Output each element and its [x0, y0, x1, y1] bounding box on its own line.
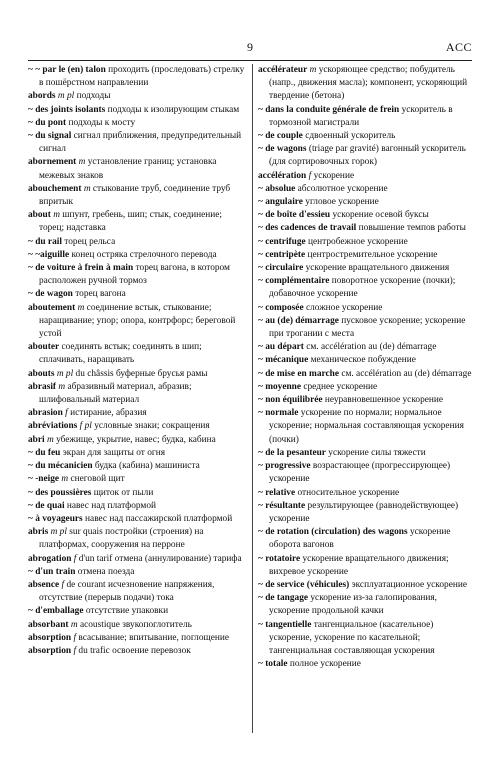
entry-headword: ~ des poussières [28, 487, 92, 498]
dictionary-entry [28, 566, 246, 579]
entry-translation: ускорение [313, 170, 355, 181]
entry-translation: повышение темпов работы [358, 223, 466, 234]
entry-grammar-label: f [73, 632, 77, 643]
entry-headword: ~ circulaire [258, 263, 304, 274]
dictionary-entry [28, 420, 246, 433]
entry-translation: проходить (проследовать) стрелку в пошёрстном направлении [39, 65, 245, 89]
dictionary-entry [28, 407, 246, 420]
entry-grammar-label: m [53, 210, 60, 221]
entry-translation: конец остряка стрелочного перевода [71, 249, 217, 260]
entry-translation: ускорение силы тяжести [328, 447, 426, 458]
entry-headword: ~ de voiture à frein à main [28, 263, 134, 274]
dictionary-entry [258, 394, 472, 407]
page-number: 9 [247, 40, 253, 54]
dictionary-entry [258, 143, 472, 169]
entry-translation: сложное ускорение [305, 302, 383, 313]
entry-translation: будка (кабина) машиниста [94, 461, 200, 472]
entry-headword: about [28, 210, 51, 221]
entry-grammar-label: f [65, 408, 68, 419]
entry-grammar-label: m [309, 65, 317, 75]
dictionary-entry [28, 526, 246, 552]
entry-headword: ~ mécanique [258, 355, 309, 366]
entry-headword: ~ de mise en marche [258, 368, 339, 379]
dictionary-entry [258, 579, 472, 592]
entry-translation: центробежное ускорение [308, 236, 408, 247]
entry-headword: abrogation [28, 553, 72, 564]
entry-translation: шпунт, гребень, шип; стык, соединение; торец; надставка [39, 210, 223, 234]
entry-headword: ~ de couple [258, 131, 303, 142]
entry-translation: ускорение по нормали; нормальное ускорение; нормальная составляющая ускорения (почки) [269, 408, 464, 445]
entry-headword: ~ au départ [258, 342, 304, 353]
dictionary-entry [28, 117, 246, 130]
entry-translation: см. accélération au (de) démarrage [341, 368, 472, 379]
entry-headword: ~ de wagon [28, 289, 73, 300]
entry-headword: ~ du mécanicien [28, 461, 93, 472]
dictionary-entry [28, 487, 246, 500]
dictionary-entry [28, 64, 246, 90]
entry-translation: пусковое ускорение; ускорение при трогании с места [269, 315, 466, 340]
entry-headword: ~ rotatoire [258, 553, 301, 564]
entry-translation: ускорение из-за галопирования, ускорение продольной качки [269, 593, 438, 617]
entry-translation: стыкование труб, соединение труб впритык [39, 183, 231, 208]
entry-headword: ~ centrifuge [258, 236, 306, 247]
entry-translation: условные знаки; сокращения [94, 421, 210, 432]
entry-headword: ~ progressive [258, 461, 311, 472]
entry-grammar-label: f [73, 553, 77, 564]
entry-translation: acoustique звукопоглотитель [79, 619, 192, 630]
entry-headword: ~ ~ par le (en) talon [28, 65, 106, 75]
dictionary-entry [28, 262, 246, 288]
entry-headword: ~ à voyageurs [28, 513, 83, 524]
dictionary-entry [28, 434, 246, 447]
dictionary-entry [258, 407, 472, 447]
entry-headword: ~ d'emballage [28, 606, 84, 617]
dictionary-entry [28, 473, 246, 486]
entry-translation: установление границ; установка межевых знаков [39, 157, 217, 181]
dictionary-entry [258, 170, 472, 183]
dictionary-entry [258, 658, 472, 671]
dictionary-entry [258, 130, 472, 143]
dictionary-entry [258, 381, 472, 394]
dictionary-entry [258, 222, 472, 235]
dictionary-entry [28, 341, 246, 367]
entry-translation: торец рельса [64, 236, 116, 247]
dictionary-entry [28, 104, 246, 117]
entry-headword: abornement [28, 157, 77, 168]
entry-headword: ~ du pont [28, 117, 67, 128]
entry-translation: подходы [76, 91, 111, 102]
entry-headword: ~ du feu [28, 447, 61, 458]
dictionary-entry [28, 368, 246, 381]
entry-grammar-label: f pl [79, 421, 92, 432]
dictionary-entry [258, 619, 472, 659]
dictionary-entry [258, 487, 472, 500]
dictionary-entry [258, 354, 472, 367]
entry-translation: относительное ускорение [297, 487, 400, 498]
entry-translation: навес над пассажирской платформой [85, 513, 233, 524]
dictionary-entry [28, 605, 246, 618]
entry-translation: поворотное ускорение (почки); добавочное ускорение [269, 276, 456, 300]
entry-translation: снеговой щит [70, 474, 125, 485]
entry-translation: торец вагона [75, 289, 126, 300]
entry-headword: ~ de quai [28, 500, 65, 511]
entry-translation: угловое ускорение [305, 197, 379, 208]
entry-translation: механическое побуждение [310, 355, 416, 366]
entry-grammar-label: m pl [56, 368, 74, 379]
dictionary-entry [28, 288, 246, 301]
dictionary-entry [258, 183, 472, 196]
entry-headword: ~ des cadences de travail [258, 223, 357, 234]
entry-headword: absorption [28, 632, 72, 643]
dictionary-entry [28, 553, 246, 566]
entry-grammar-label: m [77, 302, 85, 313]
entry-translation: ускорение вращательного движения [305, 263, 450, 274]
entry-translation: du trafic освоение перевозок [78, 645, 191, 656]
dictionary-entry [28, 302, 246, 342]
entry-headword: ~ des joints isolants [28, 104, 106, 115]
entry-translation: экран для защиты от огня [62, 447, 165, 458]
entry-grammar-label: m [83, 183, 91, 194]
entry-headword: ~ relative [258, 487, 296, 498]
entry-translation: центростремительное ускорение [307, 249, 438, 260]
dictionary-entry [28, 236, 246, 249]
entry-translation: неуравновешенное ускорение [324, 395, 444, 406]
entry-grammar-label: m pl [57, 91, 75, 102]
dictionary-entry [258, 209, 472, 222]
page-header [28, 40, 472, 58]
entry-headword: ~ absolue [258, 183, 296, 194]
entry-headword: ~ tangentielle [258, 619, 312, 630]
entry-headword: ~ non équilibrée [258, 395, 323, 406]
entry-headword: ~ de boîte d'essieu [258, 210, 331, 221]
entry-grammar-label: m [70, 619, 78, 630]
dictionary-entry [28, 645, 246, 658]
entry-headword: ~ ~aiguille [28, 249, 70, 260]
entry-translation: соединение встык, стыкование; наращивание; упор; опора, контрфорс; береговой устой [39, 302, 236, 340]
entry-translation: отсутствие упаковки [85, 606, 169, 617]
column-divider [252, 64, 253, 733]
entry-translation: истирание, абразия [70, 408, 147, 419]
dictionary-entry [258, 368, 472, 381]
dictionary-entry [28, 183, 246, 209]
entry-translation: сдвоенный ускоритель [305, 131, 396, 142]
entry-headword: ~ dans la conduite générale de frein [258, 104, 400, 115]
entry-translation: среднее ускорение [303, 381, 378, 392]
dictionary-entry [28, 632, 246, 645]
entry-grammar-label: m [58, 381, 66, 392]
entry-translation: соединять встык; соединять в шип; сплачивать, наращивать [39, 342, 202, 366]
entry-headword: ~ du rail [28, 236, 62, 247]
entry-headword: abouchement [28, 183, 82, 194]
entry-headword: aboutement [28, 302, 76, 313]
dictionary-entry [258, 315, 472, 341]
entry-headword: abri [28, 434, 45, 445]
entry-headword: ~ composée [258, 302, 304, 313]
dictionary-entry [28, 249, 246, 262]
right-column [258, 64, 472, 733]
entry-grammar-label: m [61, 474, 69, 485]
dictionary-entry [258, 275, 472, 301]
dictionary-entry [28, 513, 246, 526]
entry-translation: (triage par gravité) вагонный ускоритель (для сортировочных горок) [269, 144, 466, 168]
dictionary-entry [258, 592, 472, 618]
entry-translation: du châssis буферные брусья рамы [75, 368, 208, 379]
left-column [28, 64, 246, 733]
header-rule [28, 60, 472, 61]
entry-headword: ~ angulaire [258, 197, 303, 208]
entry-translation: навес над платформой [66, 500, 156, 511]
entry-grammar-label: m pl [50, 527, 67, 538]
entry-headword: ~ de rotation (circulation) des wagons [258, 527, 408, 538]
entry-translation: убежище, укрытие, навес; будка, кабина [56, 434, 216, 445]
dictionary-entry [28, 156, 246, 182]
entry-headword: ~ de tangage [258, 593, 309, 604]
entry-grammar-label: f [61, 579, 65, 590]
entry-grammar-label: m [78, 157, 86, 168]
entry-headword: abouter [28, 342, 60, 353]
entry-grammar-label: f [73, 645, 77, 656]
entry-translation: сигнал приближения, предупредительный сигнал [39, 131, 242, 155]
dictionary-entry [258, 236, 472, 249]
entry-grammar-label: m [46, 434, 54, 445]
entry-headword: ~ de la pesanteur [258, 447, 326, 458]
dictionary-entry [28, 209, 246, 235]
dictionary-entry [28, 381, 246, 407]
entry-translation: ускоритель в тормозной магистрали [269, 104, 453, 128]
dictionary-entry [258, 196, 472, 209]
entry-headword: absorption [28, 645, 72, 656]
entry-translation: sur quais постройки (строения) на платформах, сооружения на перроне [39, 527, 204, 551]
dictionary-entry [258, 302, 472, 315]
dictionary-entry [258, 526, 472, 552]
entry-headword: ~ résultante [258, 500, 306, 511]
dictionary-entry [28, 500, 246, 513]
entry-translation: см. accélération au (de) démarrage [306, 342, 437, 353]
entry-translation: d'un tarif отмена (аннулирование) тарифа [78, 553, 242, 564]
entry-headword: abrasion [28, 408, 63, 419]
entry-headword: ~ normale [258, 408, 299, 419]
entry-translation: щиток от пыли [93, 487, 154, 498]
entry-headword: ~ totale [258, 659, 288, 670]
entry-headword: accélération [258, 170, 307, 181]
entry-translation: эксплуатационное ускорение [351, 579, 468, 590]
entry-headword: abouts [28, 368, 55, 379]
entry-headword: abris [28, 527, 49, 538]
entry-headword: ~ centripète [258, 249, 306, 260]
entry-translation: ускорение вращательного движения; вихревое ускорение [269, 553, 449, 577]
entry-translation: полное ускорение [289, 659, 361, 670]
entry-headword: ~ complémentaire [258, 276, 330, 287]
entry-translation: абразивный материал, абразив; шлифовальный материал [39, 381, 192, 406]
entry-translation: результирующее (равнодействующее) ускорение [269, 500, 459, 524]
dictionary-entry [28, 579, 246, 605]
entry-headword: ~ d'un train [28, 566, 76, 577]
entry-headword: abords [28, 91, 56, 102]
entry-headword: accélérateur [258, 65, 308, 75]
entry-headword: ~ moyenne [258, 381, 302, 392]
dictionary-entry [258, 249, 472, 262]
dictionary-entry [28, 90, 246, 103]
dictionary-entry [258, 460, 472, 486]
entry-translation: подходы к изолирующим стыкам [107, 104, 240, 115]
dictionary-entry [28, 460, 246, 473]
entry-headword: ~ de wagons [258, 144, 307, 155]
dictionary-entry [258, 262, 472, 275]
dictionary-entry [258, 447, 472, 460]
entry-translation: всасывание; впитывание, поглощение [78, 632, 229, 643]
entry-translation: возрастающее (прогрессирующее) ускорение [269, 461, 451, 485]
entry-translation: de courant исчезновение напряжения, отсутствие (перерыв подачи) тока [39, 579, 215, 604]
dictionary-entry [28, 130, 246, 156]
dictionary-entry [258, 104, 472, 130]
entry-grammar-label: f [308, 170, 312, 181]
running-head: ACC [445, 40, 472, 54]
entry-translation: торец вагона, в котором расположен ручной тормоз [39, 263, 230, 287]
entry-translation: отмена поезда [77, 566, 135, 577]
dictionary-entry [258, 64, 472, 104]
dictionary-entry [258, 500, 472, 526]
dictionary-entry [258, 553, 472, 579]
entry-headword: abrasif [28, 381, 57, 392]
dictionary-entry [28, 447, 246, 460]
entry-headword: ~ -neige [28, 474, 60, 485]
entry-headword: ~ de service (véhicules) [258, 579, 350, 590]
dictionary-entry [28, 619, 246, 632]
entry-translation: ускорение осевой буксы [332, 210, 429, 221]
entry-translation: тангенциальное (касательное) ускорение, ускорение по касательной; тангенциальная составляющая ускорения [269, 619, 435, 656]
dictionary-entry [258, 341, 472, 354]
entry-headword: ~ au (de) démarrage [258, 315, 339, 326]
entry-headword: ~ du signal [28, 131, 72, 142]
entry-translation: ускорение оборота вагонов [269, 527, 451, 551]
entry-translation: абсолютное ускорение [297, 183, 388, 194]
entry-headword: abréviations [28, 421, 78, 432]
entry-translation: ускоряющее средство; побудитель (напр., движения масла); компонент, ускоряющий твердение (бетона) [269, 65, 468, 102]
entry-headword: absence [28, 579, 60, 590]
entry-translation: подходы к мосту [68, 117, 136, 128]
entry-headword: absorbant [28, 619, 69, 630]
